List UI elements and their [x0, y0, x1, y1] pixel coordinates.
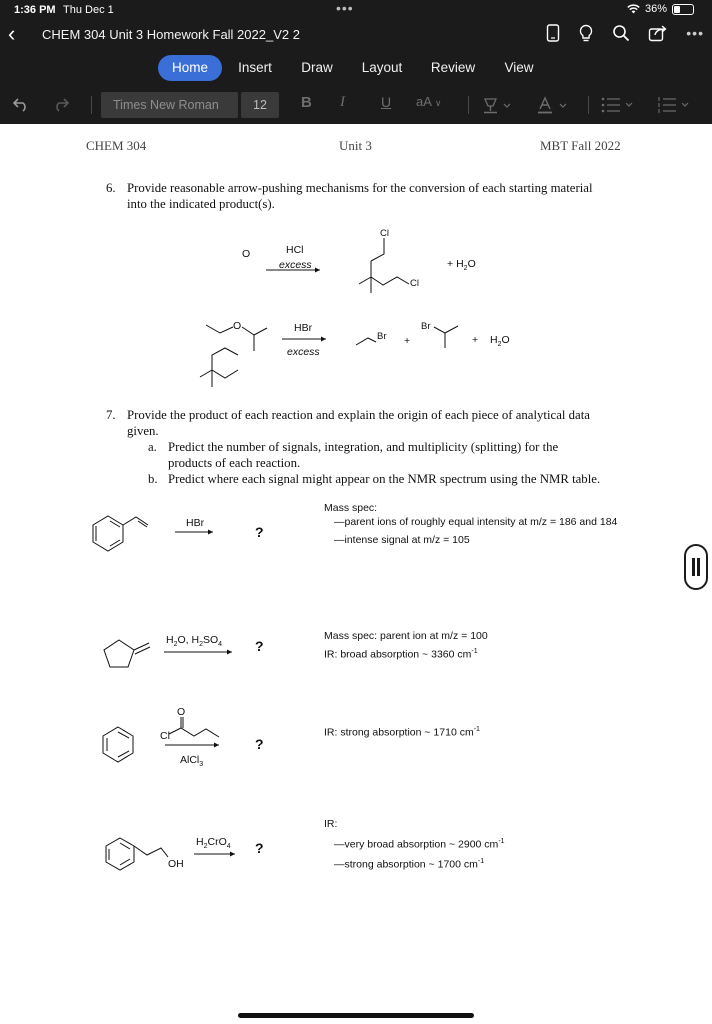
numbered-list-icon[interactable] — [657, 97, 693, 113]
home-indicator[interactable] — [238, 1013, 474, 1018]
multitasking-dots-icon[interactable]: ••• — [336, 0, 354, 16]
font-name-picker[interactable]: Times New Roman — [101, 92, 238, 118]
atom-oxygen: O — [242, 248, 251, 260]
more-icon[interactable]: ••• — [686, 25, 704, 41]
text-size-label: aA — [416, 94, 432, 109]
battery-percent: 36% — [644, 3, 667, 15]
q7-r4-data-title: IR: — [324, 818, 338, 830]
reagent-cro: CrO — [207, 836, 227, 848]
status-time: 1:36 PM — [14, 4, 56, 16]
wifi-icon — [627, 4, 640, 14]
text-size-button[interactable] — [416, 94, 441, 109]
reagent-so: SO — [203, 634, 219, 646]
bold-button[interactable]: B — [301, 94, 312, 111]
back-icon[interactable]: ‹ — [8, 21, 16, 46]
reagent-alcl: AlCl — [180, 754, 200, 766]
ir-text: —strong absorption ~ 1700 cm — [334, 858, 478, 871]
q7-r4-product: ? — [255, 840, 264, 856]
header-left: CHEM 304 — [86, 138, 147, 153]
battery-icon — [672, 4, 694, 15]
font-size-picker[interactable]: 12 — [241, 92, 279, 118]
app-chrome — [0, 0, 712, 124]
atom-oxygen: O — [177, 706, 186, 718]
document-page[interactable] — [0, 124, 712, 1024]
italic-button[interactable]: I — [340, 94, 345, 110]
q7-structures — [0, 124, 712, 1024]
title-actions — [546, 24, 704, 42]
reagent-oh: O, H — [177, 634, 200, 646]
water-subscript: 2 — [463, 265, 468, 273]
water-subscript: 2 — [497, 341, 502, 349]
water-h: H — [456, 258, 464, 270]
water-h: H — [490, 334, 498, 346]
q6-rxn1-condition: excess — [279, 259, 312, 271]
header-right: MBT Fall 2022 — [540, 138, 621, 153]
battery-fill — [674, 6, 680, 13]
q7-r1-data-title: Mass spec: — [324, 502, 378, 514]
lightbulb-icon[interactable] — [578, 24, 594, 42]
ir-text: —very broad absorption ~ 2900 cm — [334, 838, 499, 851]
q7a-text-line1: Predict the number of signals, integration, and multiplicity (splitting) for the — [168, 440, 559, 454]
search-icon[interactable] — [612, 24, 630, 42]
toolbar-divider — [468, 96, 469, 114]
q7-r2-data2 — [324, 648, 478, 661]
ir-unit-sup: -1 — [471, 648, 478, 655]
q7a-text-line2: products of each reaction. — [168, 456, 301, 470]
q7-r1-product: ? — [255, 524, 264, 540]
reagent-subscript: 2 — [203, 843, 208, 851]
tab-home[interactable]: Home — [158, 55, 222, 81]
tab-insert[interactable]: Insert — [238, 60, 272, 75]
tab-layout[interactable]: Layout — [361, 60, 403, 75]
ir-text: IR: broad absorption ~ 3360 cm — [324, 648, 472, 661]
ir-unit-sup: -1 — [498, 838, 505, 845]
q6-text-line1: Provide reasonable arrow-pushing mechanisms for the conversion of each starting material — [127, 181, 593, 195]
q7-r4-data1 — [334, 838, 505, 851]
status-right — [627, 3, 694, 15]
reagent-h: H — [166, 634, 174, 646]
q6-rxn1-reagent: HCl — [286, 244, 304, 256]
q7-text-line2: given. — [127, 424, 159, 438]
tab-view[interactable]: View — [504, 60, 534, 75]
tab-review[interactable]: Review — [430, 60, 476, 75]
q7-r4-reagent — [196, 836, 231, 850]
q7-r1-data2: —intense signal at m/z = 105 — [334, 534, 470, 546]
document-title[interactable]: CHEM 304 Unit 3 Homework Fall 2022_V2 2 — [42, 27, 300, 42]
q7b-text: Predict where each signal might appear on the NMR spectrum using the NMR table. — [168, 472, 601, 486]
reagent-subscript: 4 — [218, 641, 223, 649]
reagent-subscript: 2 — [199, 641, 203, 649]
q7-r3-product: ? — [255, 736, 264, 752]
share-icon[interactable] — [648, 24, 668, 42]
atom-oxygen: O — [233, 320, 242, 332]
q7-r2-reagent — [166, 634, 222, 648]
toolbar-divider — [91, 96, 92, 114]
q6-rxn2-condition: excess — [287, 346, 320, 358]
q6-rxn2-reagent: HBr — [294, 322, 313, 334]
device-icon[interactable] — [546, 24, 560, 42]
font-color-icon[interactable] — [537, 96, 569, 114]
hydroxyl-group: OH — [168, 858, 184, 870]
q7b-label: b. — [148, 472, 158, 486]
tab-draw[interactable]: Draw — [301, 60, 333, 75]
formatting-toolbar — [0, 90, 712, 120]
atom-bromine: Br — [377, 331, 387, 342]
underline-button[interactable]: U — [381, 94, 392, 110]
plus-sign: + — [447, 258, 457, 270]
status-bar — [0, 0, 712, 20]
undo-icon[interactable] — [12, 96, 30, 112]
q7-r4-data2 — [334, 858, 484, 871]
water-o: O — [467, 258, 476, 270]
atom-chlorine: Cl — [410, 278, 419, 289]
q6-text-line2: into the indicated product(s). — [127, 197, 275, 211]
highlighter-icon[interactable] — [483, 96, 513, 114]
header-center: Unit 3 — [339, 138, 372, 153]
reagent-h: H — [196, 836, 204, 848]
water-o: O — [501, 334, 510, 346]
title-bar — [0, 22, 712, 50]
reagent-subscript: 2 — [173, 641, 178, 649]
q7-r2-data1: Mass spec: parent ion at m/z = 100 — [324, 630, 488, 642]
atom-chlorine: Cl — [380, 228, 389, 239]
redo-icon[interactable] — [52, 96, 70, 112]
q7-number: 7. — [106, 408, 116, 422]
ribbon-tabs — [0, 54, 712, 82]
ir-unit-sup: -1 — [477, 858, 485, 865]
q7a-label: a. — [148, 440, 157, 454]
atom-chlorine: Cl — [160, 730, 170, 742]
ir-text: IR: strong absorption ~ 1710 cm — [324, 726, 474, 739]
ir-unit-sup: -1 — [473, 726, 480, 733]
plus-sign: + — [472, 334, 479, 346]
q7-r1-data1: —parent ions of roughly equal intensity at m/z = 186 and 184 — [334, 516, 618, 528]
plus-sign: + — [404, 335, 411, 347]
reagent-subscript: 3 — [199, 761, 204, 769]
q7-text-line1: Provide the product of each reaction and explain the origin of each piece of analytical data — [127, 408, 590, 422]
toolbar-divider — [588, 96, 589, 114]
q6-number: 6. — [106, 181, 116, 195]
chevron-down-icon: ∨ — [434, 98, 442, 108]
q7-r3-reagent — [180, 754, 203, 768]
reagent-subscript: 4 — [226, 843, 231, 851]
q7-r2-product: ? — [255, 638, 264, 654]
atom-bromine: Br — [421, 321, 431, 332]
q7-r3-data1 — [324, 726, 480, 739]
q7-r1-reagent: HBr — [186, 517, 205, 529]
bullet-list-icon[interactable] — [601, 97, 637, 113]
scroll-handle[interactable] — [684, 544, 708, 590]
status-date: Thu Dec 1 — [63, 4, 114, 16]
